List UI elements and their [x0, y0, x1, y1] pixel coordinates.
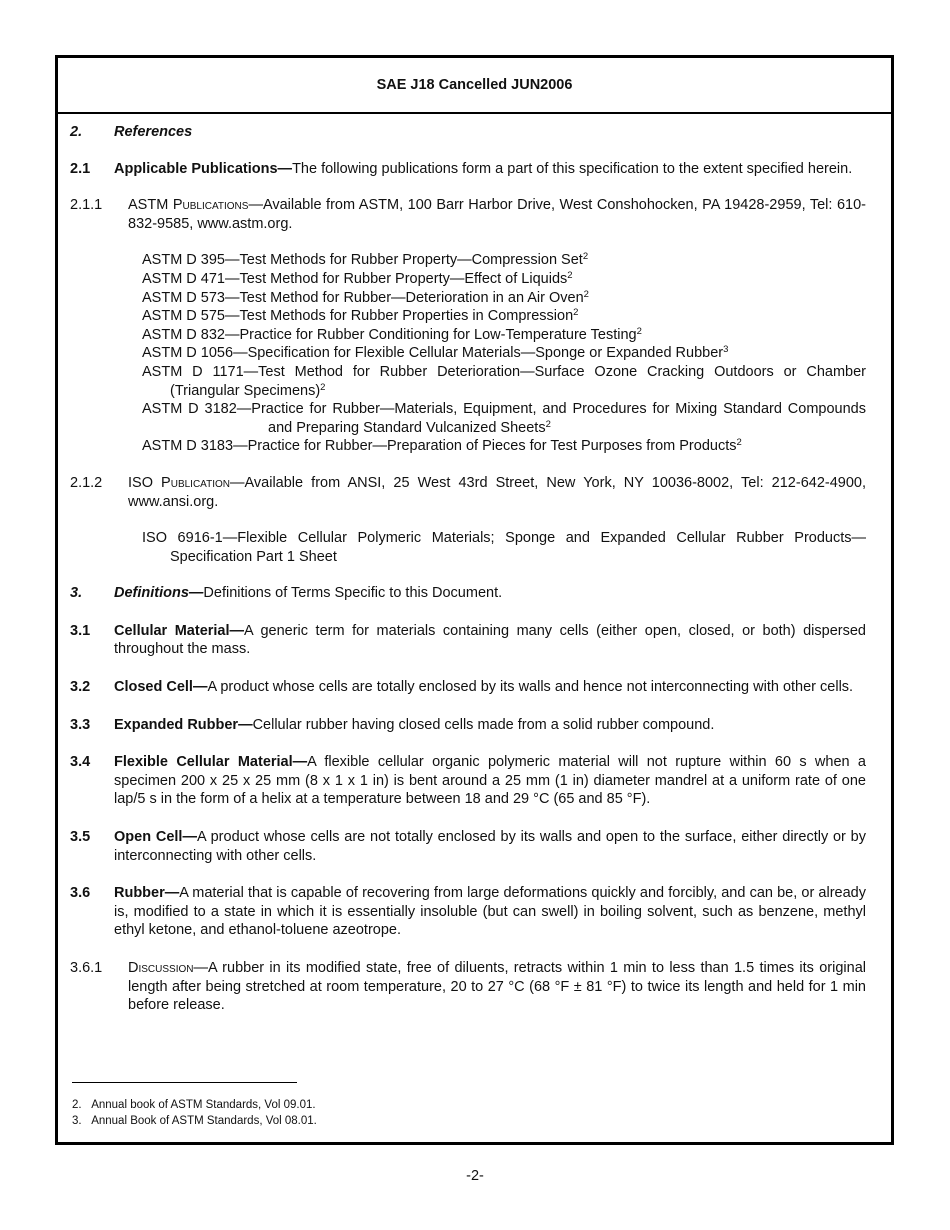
astm-reference-list — [70, 251, 866, 456]
section-3-heading: 3. Definitions—Definitions of Terms Specific to this Document. — [70, 585, 503, 602]
page-number: -2- — [466, 1168, 484, 1184]
section-2-1-1-lead: ASTM Publications — [128, 197, 249, 214]
reference-item: ASTM D 395—Test Methods for Rubber Property—Compression Set$^2$ — [142, 251, 589, 269]
iso-reference-list — [70, 529, 866, 566]
page-frame — [55, 55, 894, 1145]
reference-item: ASTM D 573—Test Method for Rubber—Deterioration in an Air Oven$^2$ — [142, 288, 589, 306]
section-2-heading: 2. References — [70, 124, 193, 140]
reference-item: ASTM D 575—Test Methods for Rubber Properties in Compression$^2$ — [142, 307, 579, 325]
section-2-1-1-text: —Available from ASTM, 100 Barr Harbor Drive, West Conshohocken, PA 19428-2959, Tel: 610-832-9585, www.astm.org. — [128, 197, 866, 232]
reference-item: ASTM D 3182—Practice for Rubber—Materials, Equipment, and Procedures for Mixing Standard Compounds and Preparing Standard Vulcanized Sheets$^2$ — [142, 401, 866, 436]
document-header — [58, 58, 891, 114]
document-title: SAE J18 Cancelled JUN2006 — [376, 77, 573, 93]
section-3-6-1-text: —A rubber in its modified state, free of diluents, retracts within 1 min to less than 1.5 times its original length after being stretched at room temperature, 20 to 27 °C (68 °F ± 81 °F) to twice its length and held for 1 min before release. — [128, 960, 866, 1014]
reference-item: ASTM D 1056—Specification for Flexible Cellular Materials—Sponge or Expanded Rubber$^3$ — [142, 344, 729, 362]
section-2-1-2: 2.1.2 ISO Publication—Available from ANSI, 25 West 43rd Street, New York, NY 10036-8002, Tel: 212-642-4900, www.ansi.org. — [70, 474, 867, 510]
definition-3-3: 3.3 Expanded Rubber—Cellular rubber having closed cells made from a solid rubber compound. — [70, 716, 715, 733]
footnote-item: 2. Annual book of ASTM Standards, Vol 09.01. — [72, 1099, 316, 1111]
reference-item: ASTM D 1171—Test Method for Rubber Deterioration—Surface Ozone Cracking Outdoors or Chamber (Triangular Specimens)$^2$ — [142, 363, 866, 399]
section-2-title: References — [114, 124, 193, 140]
footnotes — [72, 1098, 317, 1129]
section-2-1-1: 2.1.1 ASTM Publications—Available from ASTM, 100 Barr Harbor Drive, West Conshohocken, PA 19428-2959, Tel: 610-832-9585, www.astm.org. — [70, 197, 866, 232]
reference-item: ASTM D 471—Test Method for Rubber Property—Effect of Liquids$^2$ — [142, 269, 573, 287]
section-3-title: Definitions— — [114, 585, 204, 602]
definition-3-1: 3.1 Cellular Material—A generic term for materials containing many cells (either open, closed, or both) dispersed throughout the mass. — [70, 622, 866, 658]
footnote-item: 3. Annual Book of ASTM Standards, Vol 08.01. — [72, 1114, 317, 1127]
section-2-1-title: Applicable Publications— — [114, 160, 293, 177]
footnote-divider — [72, 1082, 297, 1083]
section-3-6-1-lead: Discussion — [128, 960, 194, 976]
section-2-1-2-lead: ISO Publication — [128, 474, 231, 491]
definition-3-2: 3.2 Closed Cell—A product whose cells are totally enclosed by its walls and hence not interconnecting with other cells. — [70, 679, 854, 696]
reference-item: ISO 6916-1—Flexible Cellular Polymeric Materials; Sponge and Expanded Cellular Rubber Products—Specification Part 1 Sheet — [142, 530, 866, 565]
reference-item: ASTM D 3183—Practice for Rubber—Preparation of Pieces for Test Purposes from Products$^2$ — [142, 437, 742, 455]
definition-3-4: 3.4 Flexible Cellular Material—A flexible cellular organic polymeric material will not rupture within 60 s when a specimen 200 x 25 x 25 mm (8 x 1 x 1 in) is bent around a 25 mm (1 in) diameter mandrel at a uniform rate of one lap/5 s in the form of a helix at a temperature between 18 and 29 °C (65 and 85 °F). — [70, 754, 866, 808]
section-3-6-1: 3.6.1 Discussion—A rubber in its modified state, free of diluents, retracts within 1 min to less than 1.5 times its original length after being stretched at room temperature, 20 to 27 °C (68 °F ± 81 °F) to twice its length and held for 1 min before release. — [70, 960, 866, 1014]
reference-item: ASTM D 832—Practice for Rubber Conditioning for Low-Temperature Testing$^2$ — [142, 325, 642, 343]
document-body — [70, 114, 866, 1015]
definition-3-6: 3.6 Rubber—A material that is capable of recovering from large deformations quickly and forcibly, and can be, or already is, modified to a state in which it is essentially insoluble (but can swell) in boiling solvent, such as benzene, methyl ethyl ketone, and ethanol-toluene azeotrope. — [70, 885, 866, 939]
section-2-1-text: The following publications form a part of this specification to the extent specified herein. — [292, 160, 853, 177]
definition-3-5: 3.5 Open Cell—A product whose cells are not totally enclosed by its walls and open to the surface, either directly or by interconnecting with other cells. — [70, 829, 866, 864]
section-2-1: 2.1 Applicable Publications—The following publications form a part of this specification to the extent specified herein. — [70, 160, 853, 177]
section-2-1-2-text: —Available from ANSI, 25 West 43rd Street, New York, NY 10036-8002, Tel: 212-642-4900, www.ansi.org. — [128, 474, 867, 510]
